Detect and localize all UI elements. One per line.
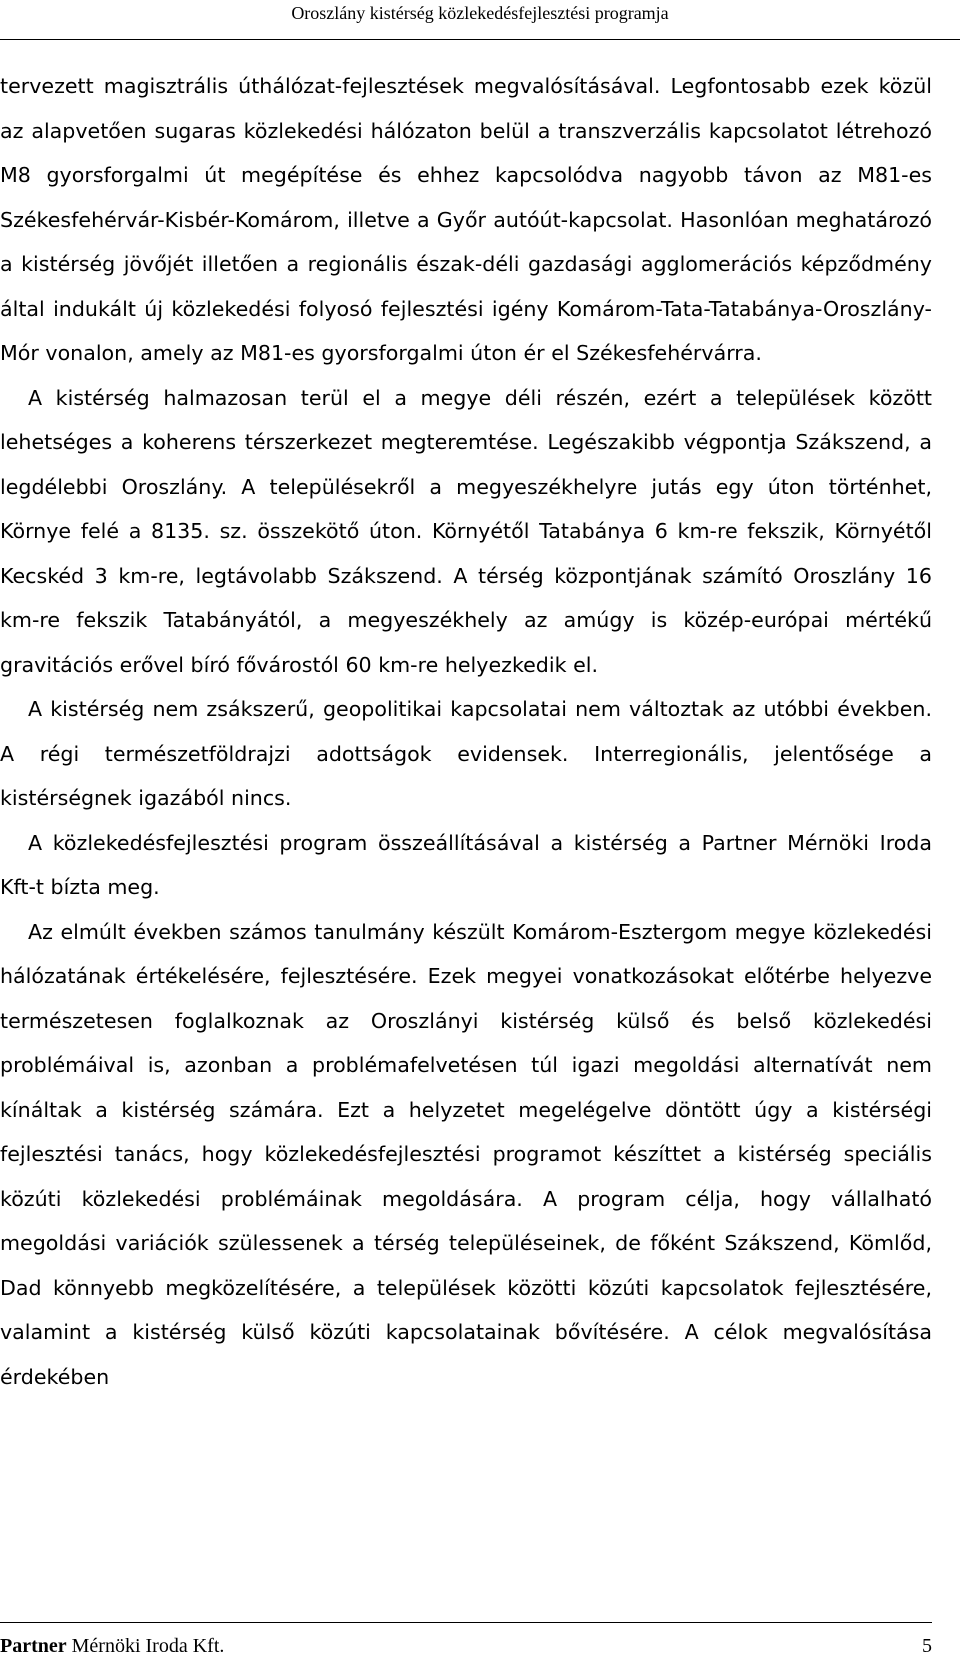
- paragraph: A kistérség nem zsákszerű, geopolitikai kapcsolatai nem változtak az utóbbi években. A régi természetföldrajzi adottságok evidensek. Interregionális, jelentősége a kistérségnek igazából nincs.: [0, 697, 932, 810]
- footer-company-rest: Mérnöki Iroda Kft.: [66, 1635, 225, 1657]
- header-title: Oroszlány kistérség közlekedésfejlesztési programja: [291, 3, 669, 23]
- page-footer: [0, 1622, 932, 1662]
- paragraph: A közlekedésfejlesztési program összeállításával a kistérség a Partner Mérnöki Iroda Kft-t bízta meg.: [0, 830, 932, 899]
- paragraph: Az elmúlt években számos tanulmány készült Komárom-Esztergom megye közlekedési hálózatának értékelésére, fejlesztésére. Ezek megyei vonatkozásokat előtérbe helyezve természetesen foglalkoznak az Oroszlányi kistérség külső és belső közlekedési problémáival is, azonban a problémafelvetésen túl igazi megoldási alternatívát nem kínáltak a kistérség számára. Ezt a helyzetet megelégelve döntött úgy a kistérségi fejlesztési tanács, hogy közlekedésfejlesztési programot készíttet a kistérség speciális közúti közlekedési problémáinak megoldására. A program célja, hogy vállalható megoldási variációk szülessenek a térség településeinek, de főként Szákszend, Kömlőd, Dad könnyebb megközelítésére, a települések közötti közúti kapcsolatok fejlesztésére, valamint a kistérség külső közúti kapcsolatainak bővítésére. A célok megvalósítása érdekében: [0, 919, 932, 1389]
- paragraph: A kistérség halmazosan terül el a megye déli részén, ezért a települések között lehetséges a koherens térszerkezet megteremtése. Legészakibb végpontja Szákszend, a legdélebbi Oroszlány. A településekről a megyeszékhelyre jutás egy úton történhet, Környe felé a 8135. sz. összekötő úton. Környétől Tatabánya 6 km-re fekszik, Környétől Kecskéd 3 km-re, legtávolabb Szákszend. A térség központjának számító Oroszlány 16 km-re fekszik Tatabányától, a megyeszékhely az amúgy is közép-európai mértékű gravitációs erővel bíró fővárostól 60 km-re helyezkedik el.: [0, 385, 932, 677]
- footer-company: [0, 1635, 224, 1658]
- page-number: 5: [922, 1635, 932, 1657]
- document-body: [0, 64, 932, 1399]
- footer-company-bold: Partner: [0, 1635, 67, 1657]
- page-header: [0, 0, 960, 40]
- paragraph-continuation: tervezett magisztrális úthálózat-fejlesztések megvalósításával. Legfontosabb ezek közül az alapvetően sugaras közlekedési hálózaton belül a transzverzális kapcsolatot létrehozó M8 gyorsforgalmi út megépítése és ehhez kapcsolódva nagyobb távon az M81-es Székesfehérvár-Kisbér-Komárom, illetve a Győr autóút-kapcsolat. Hasonlóan meghatározó a kistérség jövőjét illetően a regionális észak-déli gazdasági agglomerációs képződmény által indukált új közlekedési folyosó fejlesztési igény Komárom-Tata-Tatabánya-Oroszlány-Mór vonalon, amely az M81-es gyorsforgalmi úton ér el Székesfehérvárra.: [0, 74, 932, 365]
